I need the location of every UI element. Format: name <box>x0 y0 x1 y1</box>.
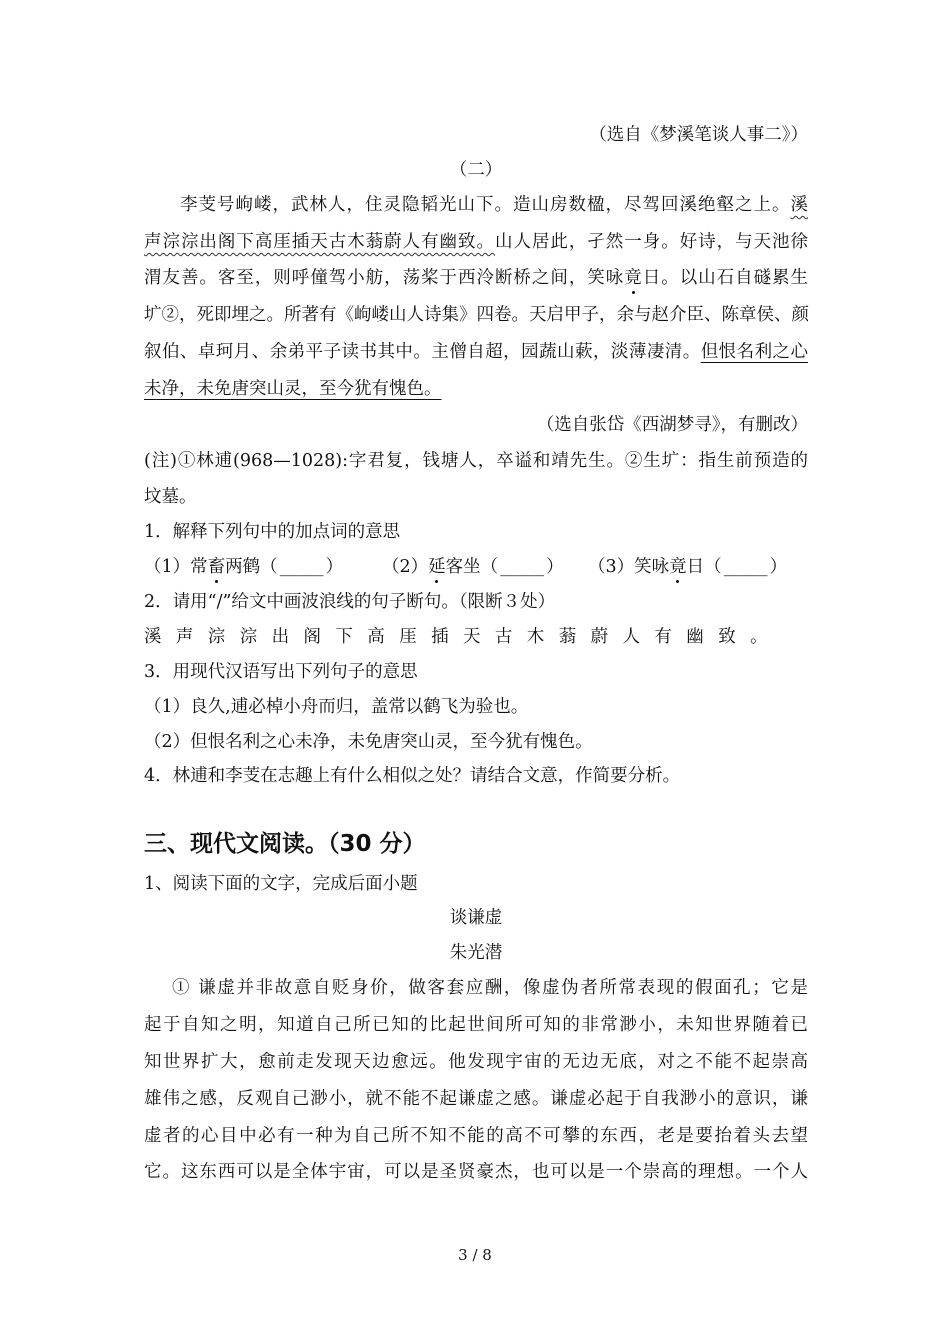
passage-line: 渭友善。客至，则呼僮驾小舫，荡桨于西泠断桥之间，笑咏竟日。以山石自礈累生 <box>144 268 809 288</box>
question-3-item-1: （1）良久,逋必棹小舟而归，盖常以鹤飞为验也。 <box>144 697 529 717</box>
question-1: 1．解释下列句中的加点词的意思 <box>144 522 401 542</box>
annotation-note: (注)①林逋(968—1028):字君复，钱塘人，卒谥和靖先生。②生圹：指生前预造的 <box>144 451 808 471</box>
essay-line: 知世界扩大，愈前走发现天边愈远。他发现宇宙的无边无底，对之不能不起崇高 <box>144 1052 808 1072</box>
q1-item: （2）延客坐（ _____ ） <box>382 557 564 577</box>
dotted-word: 延 <box>428 557 446 577</box>
section-heading: 三、现代文阅读。（30 分） <box>144 831 426 857</box>
dotted-word: 竟 <box>624 268 643 288</box>
q1-item: （3）笑咏竟日（ _____ ） <box>588 557 788 577</box>
question-2: 2．请用“/”给文中画波浪线的句子断句。（限断３处） <box>144 592 556 612</box>
question-3-item-2: （2）但恨名利之心未净，未免唐突山灵，至今犹有愧色。 <box>144 732 593 752</box>
essay-line: 它。这东西可以是全体宇宙，可以是圣贤豪杰，也可以是一个崇高的理想。一个人 <box>144 1162 808 1182</box>
answer-blank[interactable]: _____ <box>723 557 768 577</box>
wavy-underline-text: 溪 <box>790 195 808 215</box>
passage-line: 圹②，死即埋之。所著有《岣嵝山人诗集》四卷。天启甲子，余与赵介臣、陈章侯、颜 <box>144 305 809 325</box>
section-label: （二） <box>449 160 503 180</box>
passage-line: 叙伯、卓珂月、余弟平子读书其中。主僧自超，园蔬山蔌，淡薄凄清。但恨名利之心 <box>144 342 809 362</box>
essay-author: 朱光潜 <box>449 943 503 963</box>
q1-item: （1）常畜两鹤（ _____ ） <box>144 557 344 577</box>
question-4: 4．林逋和李芰在志趣上有什么相似之处？请结合文意，作简要分析。 <box>144 766 681 786</box>
essay-line: ① 谦虚并非故意自贬身价，做客套应酬，像虚伪者所常表现的假面孔；它是 <box>172 978 808 998</box>
question-2-sentence: 溪声淙淙出阁下高厓插天古木蓊蔚人有幽致。 <box>144 627 782 647</box>
passage-line <box>144 377 808 401</box>
section-intro: 1、阅读下面的文字，完成后面小题 <box>144 874 418 894</box>
dotted-word: 畜 <box>207 557 226 577</box>
dotted-word: 竟 <box>669 557 687 577</box>
essay-line: 雄伟之感，反观自己渺小，就不能不起谦虚之感。谦虚必起于自我渺小的意识，谦 <box>144 1089 808 1109</box>
underlined-text: 未净，未免唐突山灵，至今犹有愧色。 <box>144 379 442 399</box>
answer-blank[interactable]: _____ <box>500 557 545 577</box>
underlined-text: 但恨名利之心 <box>700 342 809 362</box>
passage-line: 李芰号岣嵝，武林人，住灵隐韬光山下。造山房数楹，尽驾回溪绝壑之上。溪 <box>180 195 808 215</box>
page-number: 3 / 8 <box>458 1246 492 1264</box>
essay-line: 起于自知之明，知道自己所已知的比起世间所可知的非常渺小，未知世界随着已 <box>144 1015 808 1035</box>
question-3: 3．用现代汉语写出下列句子的意思 <box>144 662 418 682</box>
passage-line: 声淙淙出阁下高厓插天古木蓊蔚人有幽致。山人居此，孑然一身。好诗，与天池徐 <box>144 232 809 252</box>
source-citation-2: （选自张岱《西湖梦寻》，有删改） <box>536 415 808 435</box>
answer-blank[interactable]: _____ <box>279 557 324 577</box>
annotation-note: 坟墓。 <box>144 487 197 507</box>
question-1-items <box>144 555 804 579</box>
essay-title: 谈谦虚 <box>449 908 503 928</box>
wavy-underline-text: 声淙淙出阁下高厓插天古木蓊蔚人有幽致。 <box>144 232 495 252</box>
source-citation-1: （选自《梦溪笔谈人事二》） <box>589 125 808 145</box>
essay-line: 虚者的心目中必有一种为自己所不知不能的高不可攀的东西，老是要抬着头去望 <box>144 1126 808 1146</box>
